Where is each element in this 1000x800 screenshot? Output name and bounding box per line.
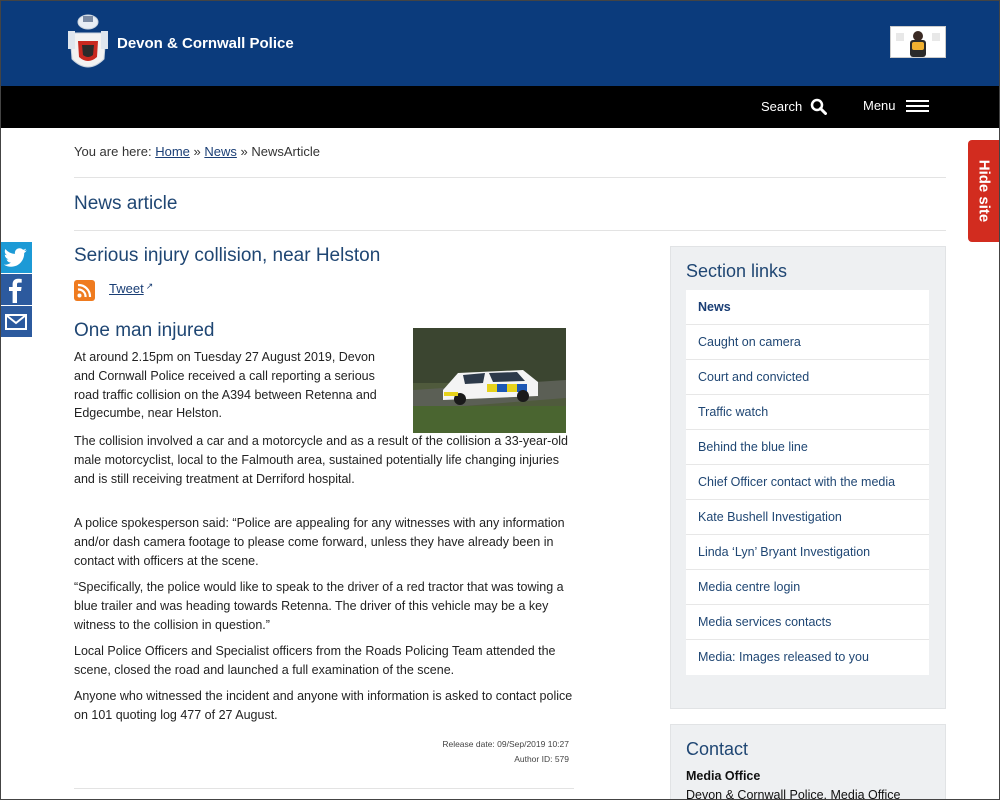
section-link-chief-officer-contact[interactable]: Chief Officer contact with the media xyxy=(686,465,929,500)
section-link-caught-on-camera[interactable]: Caught on camera xyxy=(686,325,929,360)
search-button[interactable] xyxy=(761,98,827,115)
contact-title: Contact xyxy=(686,739,749,759)
site-brand[interactable]: Devon & Cornwall Police xyxy=(117,35,294,52)
article-paragraph: “Specifically, the police would like to speak to the driver of a red tractor that was towing a blue trailer and was heading towards Retenna. The driver of this vehicle may be a key witness to the collision in question.” xyxy=(74,580,564,632)
article-paragraph: Local Police Officers and Specialist officers from the Roads Policing Team attended the scene, closed the road and launched a full examination of the scene. xyxy=(74,644,556,677)
section-link-kate-bushell[interactable]: Kate Bushell Investigation xyxy=(686,500,929,535)
search-label: Search xyxy=(761,99,803,114)
breadcrumb-separator: » xyxy=(236,144,252,159)
search-icon xyxy=(810,98,827,115)
section-link-court-and-convicted[interactable]: Court and convicted xyxy=(686,360,929,395)
article-paragraph: The collision involved a car and a motorcycle and as a result of the collision a 33-year-old male motorcyclist, local to the Falmouth area, sustained potentially life changing injuries and is still receiving treatment at Derriford hospital. xyxy=(74,434,569,486)
facebook-icon xyxy=(6,277,26,303)
breadcrumb-news-link[interactable]: News xyxy=(204,144,237,159)
main-nav xyxy=(0,86,1000,128)
hide-site-label: Hide site xyxy=(975,159,993,223)
section-link-media-centre-login[interactable]: Media centre login xyxy=(686,570,929,605)
section-links-list xyxy=(686,290,929,675)
release-date: Release date: 09/Sep/2019 10:27 xyxy=(442,739,569,749)
menu-button[interactable] xyxy=(863,98,929,113)
breadcrumb-home-link[interactable]: Home xyxy=(155,144,190,159)
divider xyxy=(74,177,946,178)
section-link-linda-bryant[interactable]: Linda ‘Lyn’ Bryant Investigation xyxy=(686,535,929,570)
hide-site-button[interactable] xyxy=(968,140,1000,242)
section-link-behind-the-blue-line[interactable]: Behind the blue line xyxy=(686,430,929,465)
article-paragraph: A police spokesperson said: “Police are appealing for any witnesses with any information and/or dash camera footage to please come forward, unless they have already been in contact with officers at the scene. xyxy=(74,516,565,568)
article-paragraph: At around 2.15pm on Tuesday 27 August 2019, Devon and Cornwall Police received a call reporting a serious road traffic collision on the A394 between Retenna and Edgecumbe, near Helston. xyxy=(74,350,377,421)
facebook-share-button[interactable] xyxy=(0,274,32,305)
email-share-button[interactable] xyxy=(0,306,32,337)
twitter-icon xyxy=(4,248,28,268)
tweet-label: Tweet xyxy=(109,281,144,296)
email-icon xyxy=(5,314,27,330)
section-link-media-images[interactable]: Media: Images released to you xyxy=(698,650,869,664)
rss-icon[interactable] xyxy=(74,280,95,301)
breadcrumb xyxy=(74,144,320,159)
section-link-traffic-watch[interactable]: Traffic watch xyxy=(686,395,929,430)
author-id: Author ID: 579 xyxy=(514,754,569,764)
breadcrumb-separator: » xyxy=(189,144,205,159)
section-link-news[interactable]: News xyxy=(686,290,929,325)
twitter-share-button[interactable] xyxy=(0,242,32,273)
divider xyxy=(74,230,946,231)
police-car-photo xyxy=(413,328,566,433)
menu-label: Menu xyxy=(863,98,896,113)
divider xyxy=(74,788,574,789)
menu-icon xyxy=(906,100,929,112)
section-link-media-services-contacts[interactable]: Media services contacts xyxy=(686,605,929,640)
page-title: News article xyxy=(74,193,178,214)
section-links-title: Section links xyxy=(686,261,788,281)
contact-subtitle: Media Office xyxy=(686,769,761,783)
contact-line: Devon & Cornwall Police, Media Office xyxy=(686,788,901,800)
easy-read-icon[interactable] xyxy=(890,26,946,58)
article-title: Serious injury collision, near Helston xyxy=(74,245,381,266)
article-subheading: One man injured xyxy=(74,320,215,341)
external-link-icon: ↗ xyxy=(145,281,154,291)
breadcrumb-current: NewsArticle xyxy=(251,144,320,159)
tweet-link[interactable] xyxy=(109,281,153,296)
article-paragraph: Anyone who witnessed the incident and anyone with information is asked to contact police on 101 quoting log 477 of 27 August. xyxy=(74,689,573,722)
crest-logo[interactable] xyxy=(66,13,110,77)
breadcrumb-prefix: You are here: xyxy=(74,144,156,159)
